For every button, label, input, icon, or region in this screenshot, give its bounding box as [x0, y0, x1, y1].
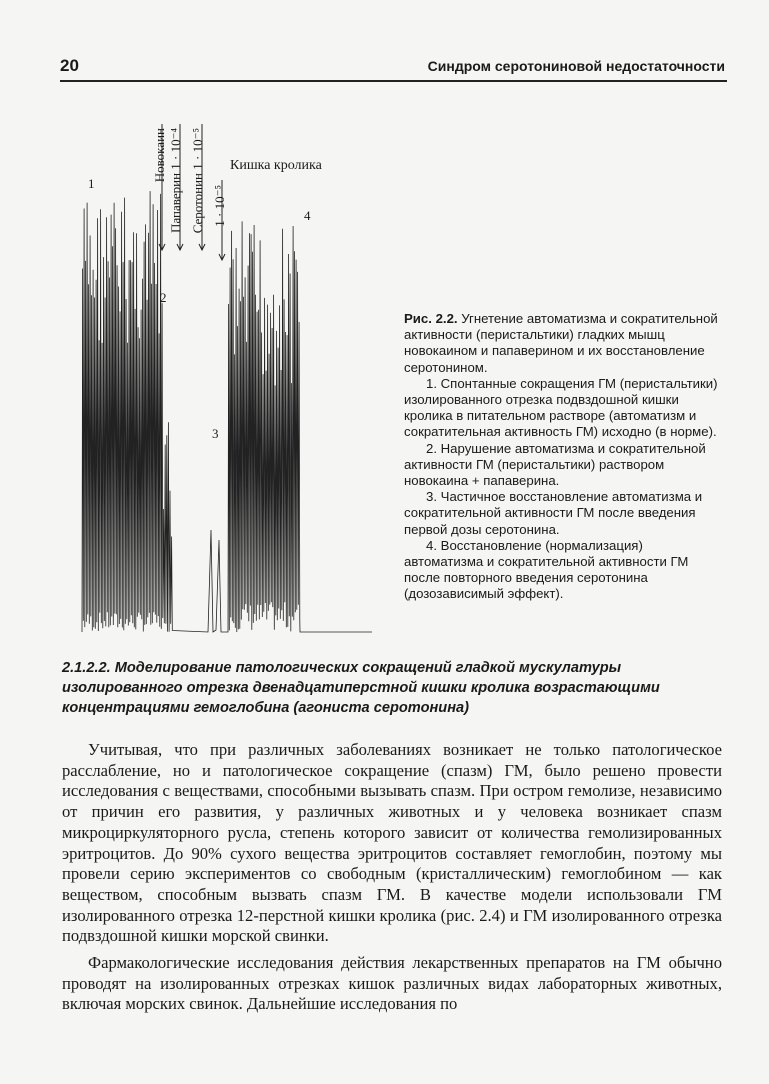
running-title: Синдром серотониновой недостаточности — [427, 58, 725, 74]
trace-line — [82, 191, 372, 632]
kymogram-figure — [80, 110, 380, 645]
body-paragraph: Учитывая, что при различных заболеваниях возникает не только патологическое расслабление, но и патологическое сокращение (спазм) ГМ, было решено провести исследования с веществами, способными вызывать спазм. При остром гемолизе, независимо от причин его развития, у различных животных и у человека возникает спазм микроциркуляторного русла, степень которого зависит от количества гемолизированных эритроцитов. До 90% сухого вещества эритроцитов составляет гемоглобин, поэтому мы провели серию экспериментов со свободным (кристаллическим) гемоглобином — как веществом, способным вызвать спазм ГМ. В качестве модели использовали ГМ изолированного отрезка 12-перстной кишки кролика (рис. 2.4) и ГМ изолированного отрезка подвздошной кишки морской свинки. — [62, 740, 722, 946]
body-text — [62, 740, 722, 1015]
drug-label-novocaine: Новокаин — [152, 128, 167, 183]
segment-number: 2 — [160, 290, 167, 305]
figure-caption — [404, 311, 722, 603]
figure-top-label: Кишка кролика — [230, 158, 322, 173]
drug-label-serotonin: Серотонин 1 · 10⁻⁵ — [190, 128, 205, 234]
contraction-trace — [80, 110, 380, 645]
segment-number: 1 — [88, 176, 95, 191]
body-paragraph: Фармакологические исследования действия лекарственных препаратов на ГМ обычно проводят на изолированных отрезках кишок различных видах лабораторных животных, включая морских свинок. Дальнейшие исследования по — [62, 953, 722, 1014]
caption-fig-ref: Рис. 2.2. — [404, 311, 458, 326]
section-heading: 2.1.2.2. Моделирование патологических сокращений гладкой мускулатуры изолированного отрезка двенадцатиперстной кишки кролика возрастающими концентрациями гемоглобина (агониста серотонина) — [62, 660, 660, 716]
segment-number: 4 — [304, 208, 311, 223]
caption-item: 3. Частичное восстановление автоматизма и сократительной активности ГМ после введения первой дозы серотонина. — [404, 489, 703, 537]
header-rule — [60, 80, 727, 82]
caption-item: 1. Спонтанные сокращения ГМ (перистальтики) изолированного отрезка подвздошной кишки кролика в питательном растворе (автоматизм и сократительная активность ГМ) исходно (в норме). — [404, 375, 718, 440]
caption-item: 2. Нарушение автоматизма и сократительной активности ГМ (перистальтики) раствором новокаина + папаверина. — [404, 440, 706, 489]
drug-label-papaverine: Папаверин 1 · 10⁻⁴ — [168, 128, 183, 233]
page-number: 20 — [60, 56, 79, 75]
caption-title — [404, 311, 722, 376]
caption-item: 4. Восстановление (нормализация) автоматизма и сократительной активности ГМ после повторного введения серотонина (дозозависимый эффект). — [404, 537, 689, 602]
drug-label-serotonin-2: 1 · 10⁻⁵ — [212, 185, 227, 227]
caption-title-text: Угнетение автоматизма и сократительной активности (перистальтики) гладких мышц новокаином и папаверином и их восстановление серотонином. — [404, 311, 718, 375]
segment-number: 3 — [212, 426, 219, 441]
